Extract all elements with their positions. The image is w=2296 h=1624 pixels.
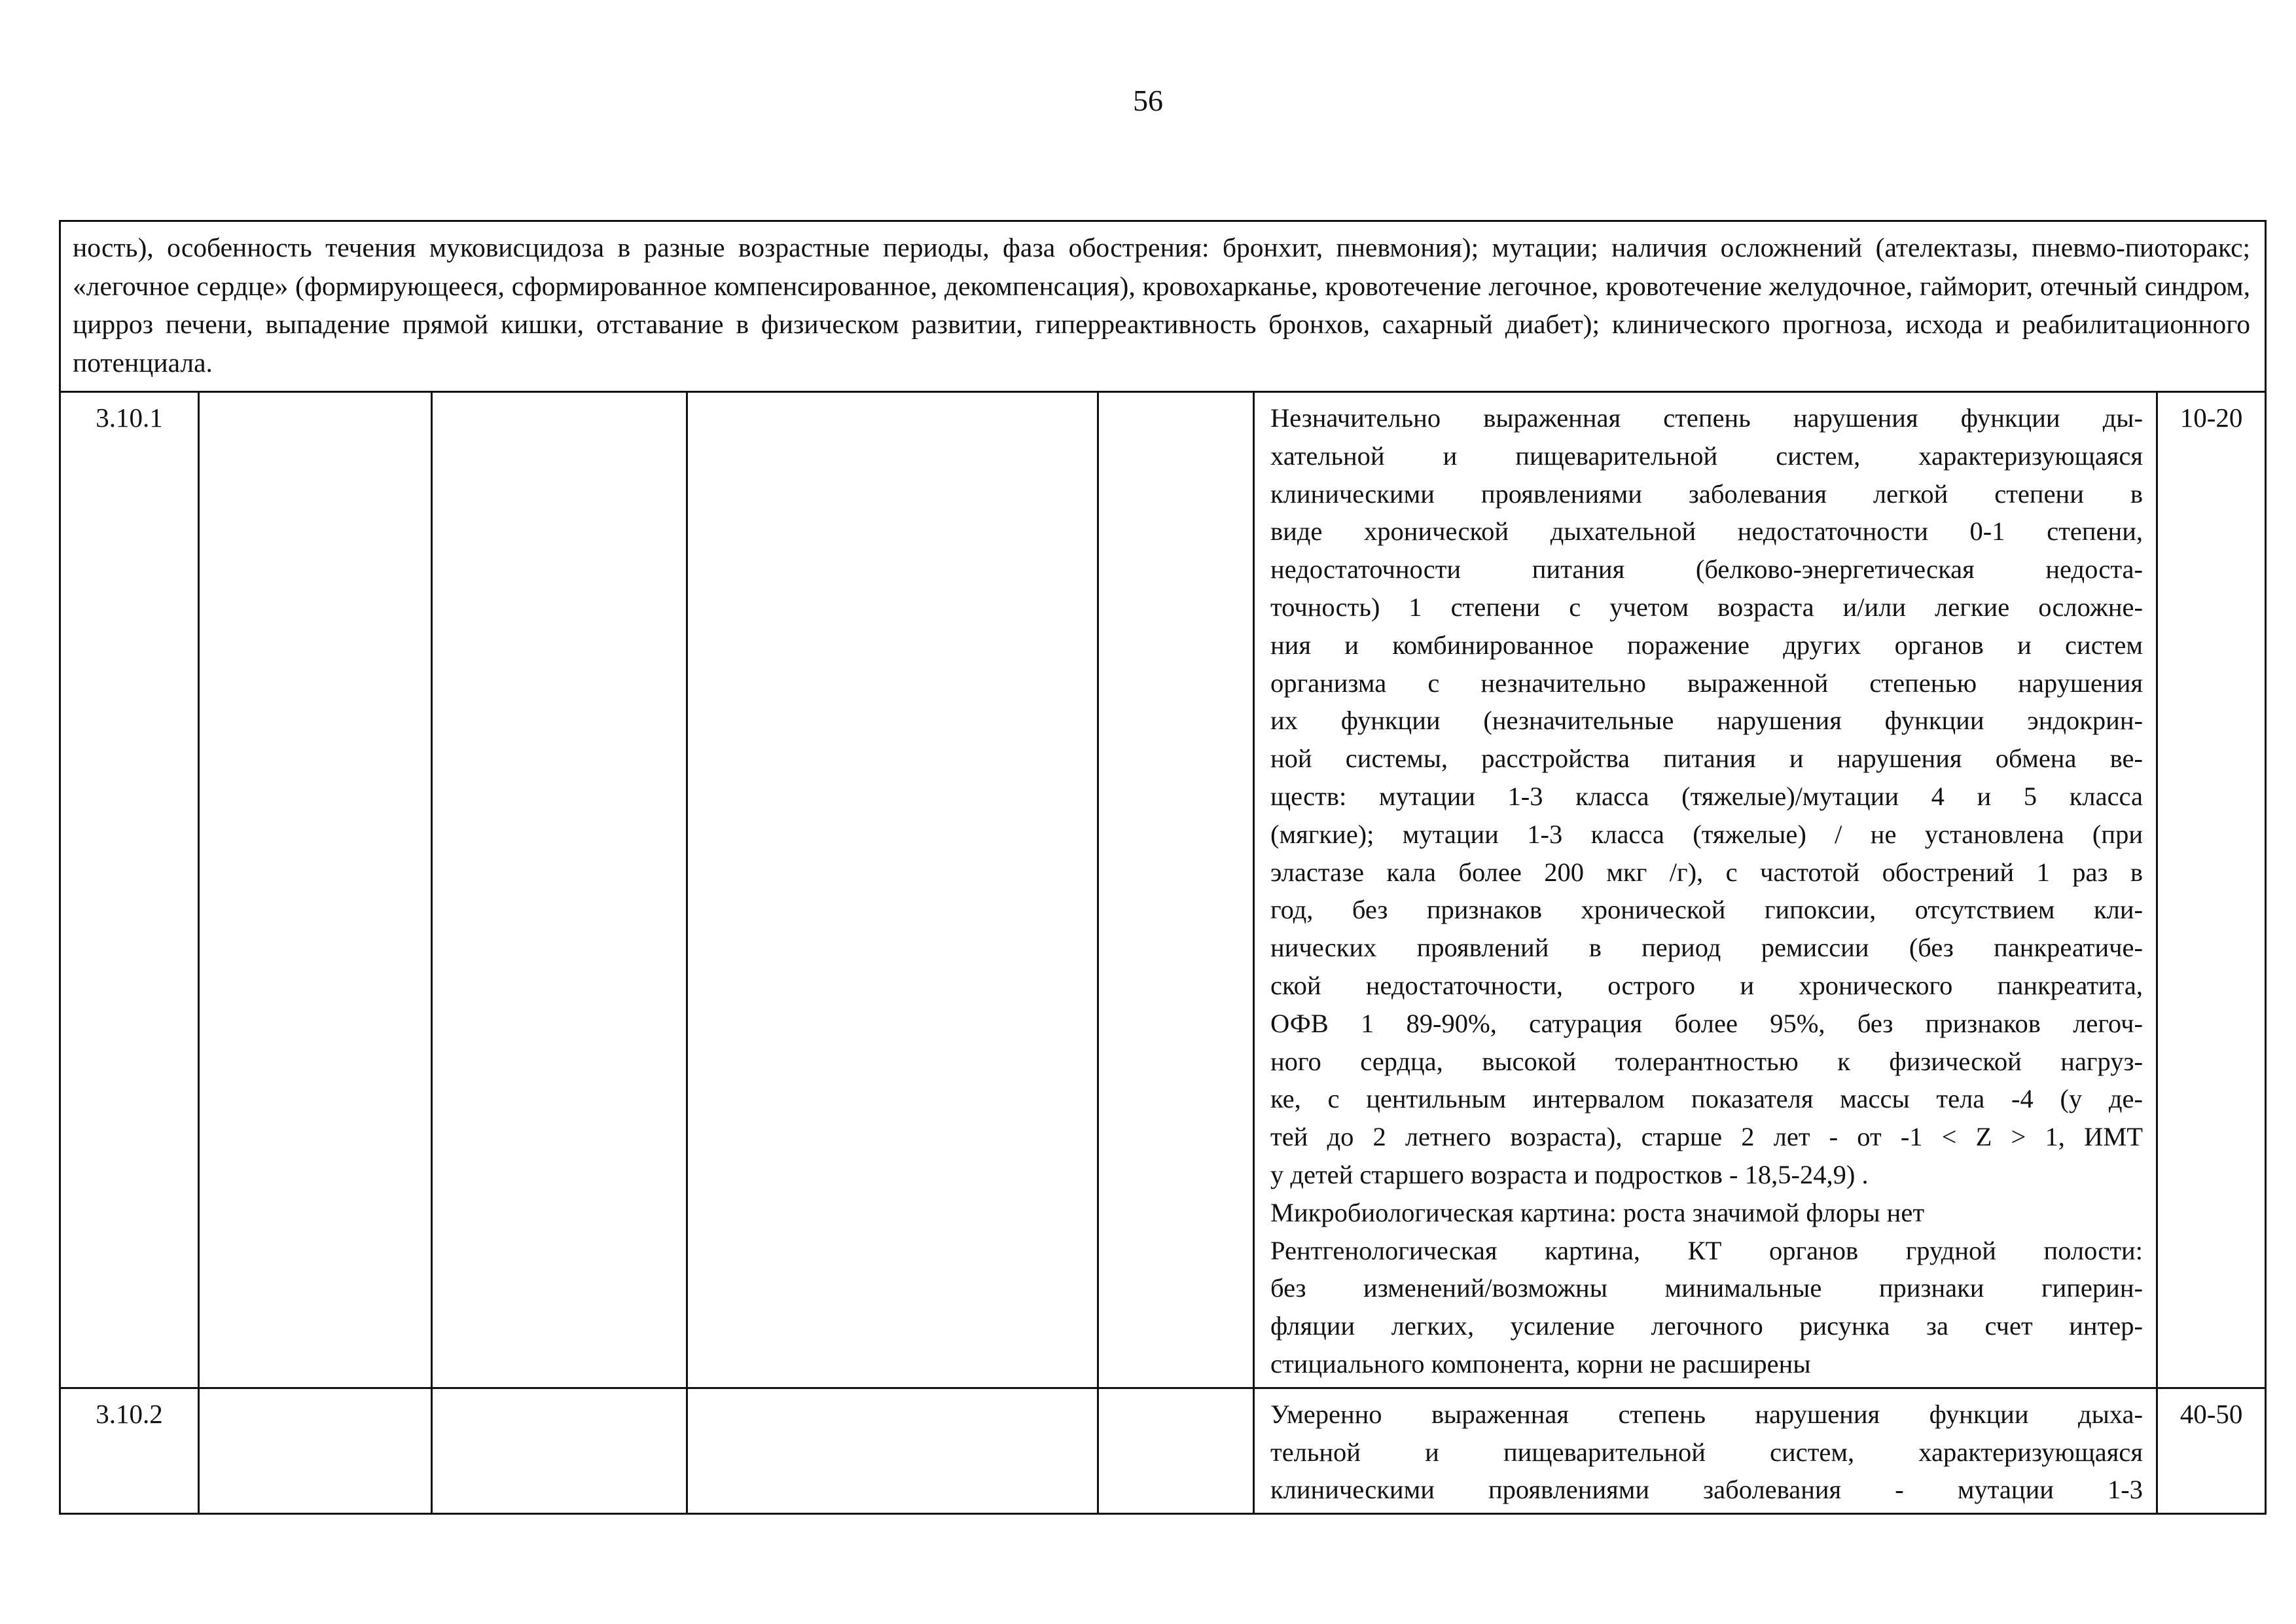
description-line: Микробиологическая картина: роста значимой флоры нет: [1270, 1197, 1925, 1227]
empty-cell: [199, 1388, 432, 1513]
empty-cell: [1098, 1388, 1254, 1513]
description-line: у детей старшего возраста и подростков - 18,5-24,9) .: [1270, 1159, 1869, 1189]
description-line: клиническими проявлениями заболевания - мутации 1-3: [1270, 1475, 2143, 1505]
description-line: недостаточности питания (белково-энергетическая недоста-: [1270, 554, 2143, 585]
description-line: ного сердца, высокой толерантностью к физической нагруз-: [1270, 1046, 2143, 1076]
table-row-3-10-2: [60, 1388, 2266, 1513]
empty-cell: [687, 392, 1098, 1388]
row-description: [1254, 1388, 2157, 1513]
page-number: 56: [1133, 84, 1163, 117]
table-row-3-10-1: [60, 392, 2266, 1388]
description-line: нических проявлений в период ремиссии (без панкреатиче-: [1270, 933, 2143, 963]
description-line: Умеренно выраженная степень нарушения функции дыха-: [1270, 1399, 2143, 1429]
row-code: 3.10.1: [60, 392, 199, 1388]
description-line: точность) 1 степени с учетом возраста и/или легкие осложне-: [1270, 592, 2143, 622]
description-line: ОФВ 1 89-90%, сатурация более 95%, без признаков легоч-: [1270, 1008, 2143, 1038]
description-line: их функции (незначительные нарушения функции эндокрин-: [1270, 706, 2143, 736]
description-line: ской недостаточности, острого и хронического панкреатита,: [1270, 970, 2143, 1000]
empty-cell: [1098, 392, 1254, 1388]
description-line: ществ: мутации 1-3 класса (тяжелые)/мутации 4 и 5 класса: [1270, 781, 2143, 811]
description-line: фляции легких, усиление легочного рисунка за счет интер-: [1270, 1311, 2143, 1341]
continuation-cell: [60, 221, 2266, 392]
description-line: клиническими проявлениями заболевания легкой степени в: [1270, 478, 2143, 509]
description-line: хательной и пищеварительной систем, характеризующаяся: [1270, 441, 2143, 471]
description-line: ной системы, расстройства питания и нарушения обмена ве-: [1270, 744, 2143, 774]
description-line: тей до 2 летнего возраста), старше 2 лет - от -1 < Z > 1, ИМТ: [1270, 1122, 2143, 1152]
description-line: Незначительно выраженная степень нарушения функции ды-: [1270, 403, 2143, 433]
row-description: [1254, 392, 2157, 1388]
description-line: организма с незначительно выраженной степенью нарушения: [1270, 668, 2143, 698]
description-line: год, без признаков хронической гипоксии, отсутствием кли-: [1270, 895, 2143, 925]
description-line: (мягкие); мутации 1-3 класса (тяжелые) / не установлена (при: [1270, 819, 2143, 849]
empty-cell: [432, 392, 687, 1388]
row-score: 10-20: [2157, 392, 2266, 1388]
continuation-text: ность), особенность течения муковисцидоза в разные возрастные периоды, фаза обострения: бронхит, пневмония); мутации; наличия осложнений (ателектазы, пневмо-пиоторакс; «легочное сердце» (формирующееся, сформированное компенсированное, декомпенсация), кровохарканье, кровотечение легочное, кровотечение желудочное, гайморит, отечный синдром, цирроз печени, выпадение прямой кишки, отставание в физическом развитии, гиперреактивность бронхов, сахарный диабет); клинического прогноза, исхода и реабилитационного потенциала.: [73, 232, 2251, 378]
description-line: без изменений/возможны минимальные признаки гиперин-: [1270, 1273, 2143, 1303]
empty-cell: [199, 392, 432, 1388]
criteria-table: [59, 220, 2267, 1515]
empty-cell: [432, 1388, 687, 1513]
description-line: ке, с центильным интервалом показателя массы тела -4 (у де-: [1270, 1084, 2143, 1114]
description-line: ния и комбинированное поражение других органов и систем: [1270, 630, 2143, 660]
description-line: Рентгенологическая картина, КТ органов грудной полости:: [1270, 1235, 2143, 1265]
row-score: 40-50: [2157, 1388, 2266, 1513]
empty-cell: [687, 1388, 1098, 1513]
description-line: виде хронической дыхательной недостаточности 0-1 степени,: [1270, 516, 2143, 547]
description-line: эластазе кала более 200 мкг /г), с частотой обострений 1 раз в: [1270, 857, 2143, 887]
description-line: тельной и пищеварительной систем, характеризующаяся: [1270, 1437, 2143, 1467]
row-code: 3.10.2: [60, 1388, 199, 1513]
description-line: стициального компонента, корни не расширены: [1270, 1348, 1811, 1379]
continuation-row: [60, 221, 2266, 392]
